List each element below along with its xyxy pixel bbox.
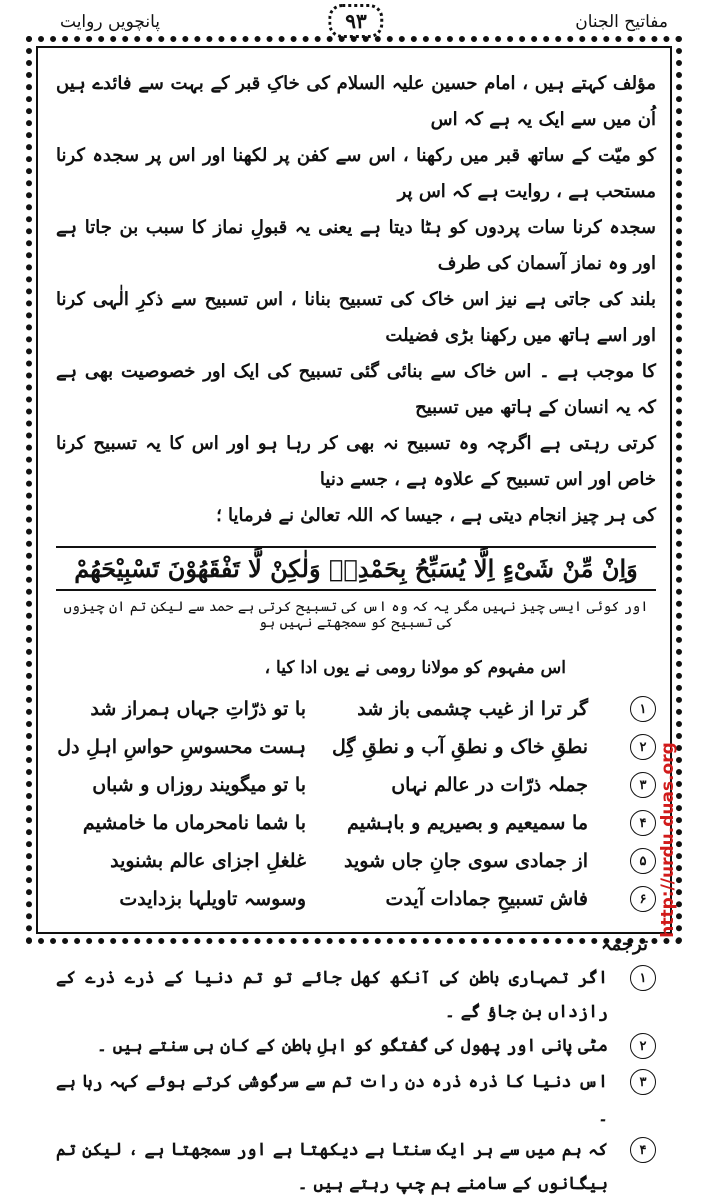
poem-couplet bbox=[56, 804, 656, 842]
number-badge: ۱ bbox=[630, 696, 656, 722]
header-book-title: مفاتیح الجنان bbox=[575, 12, 668, 32]
watermark-text: http://urdu.duas.org bbox=[658, 742, 678, 938]
paragraph-line: کا موجب ہے ۔ اس خاک سے بنائی گئی تسبیح کی ایک اور خصوصیت بھی ہے کہ یہ انسان کے ہاتھ میں تسبیح bbox=[56, 361, 656, 418]
translation-item bbox=[56, 1133, 656, 1201]
paragraph-line: مؤلف کہتے ہیں ، امام حسین علیہ السلام کی خاکِ قبر کے بہت سے فائدے ہیں اُن میں سے ایک یہ ہے کہ اس bbox=[56, 73, 656, 130]
number-badge: ۵ bbox=[630, 848, 656, 874]
couplet-second-line: ہست محسوسِ حواسِ اہلِ دل bbox=[57, 736, 306, 758]
header-section-title: پانچویں روایت bbox=[60, 12, 161, 32]
paragraph-line: کرتی رہتی ہے اگرچہ وہ تسبیح نہ بھی کر رہا ہو اور اس کا یہ تسبیح کرنا خاص اور اس تسبیح کے علاوہ ہے ، جسے دنیا bbox=[56, 433, 656, 490]
paragraph-line: بلند کی جاتی ہے نیز اس خاک کی تسبیح بنانا ، اس تسبیح سے ذکرِ الٰہی کرنا اور اسے ہاتھ میں رکھنا بڑی فضیلت bbox=[56, 289, 656, 346]
translation-text: کہ ہم میں سے ہر ایک سنتا ہے دیکھتا ہے اور سمجھتا ہے ، لیکن تم بیگانوں کے سامنے ہم چپ رہتے ہیں ۔ bbox=[56, 1140, 608, 1194]
poem-intro: اس مفہوم کو مولانا رومی نے یوں ادا کیا ، bbox=[264, 658, 566, 678]
couplet-first-line: از جمادی سوی جانِ جاں شوید bbox=[344, 850, 588, 872]
couplet-first-line: فاش تسبیحِ جمادات آیدت bbox=[385, 888, 588, 910]
number-badge: ۴ bbox=[630, 1137, 656, 1163]
translation-text: اگر تمہاری باطن کی آنکھ کھل جائے تو تم دنیا کے ذرے ذرے کے رازداں بن جاؤ گے ۔ bbox=[56, 968, 608, 1022]
translation-list bbox=[56, 961, 656, 1201]
poem-couplet bbox=[56, 766, 656, 804]
number-badge: ۲ bbox=[630, 1033, 656, 1059]
paragraph-line: کو میّت کے ساتھ قبر میں رکھنا ، اس سے کفن پر لکھنا اور اس پر سجدہ کرنا مستحب ہے ، روایت ہے کہ اس پر bbox=[56, 145, 656, 202]
translation-text: مٹی پانی اور پھول کی گفتگو کو اہلِ باطن کے کان ہی سنتے ہیں ۔ bbox=[96, 1036, 608, 1056]
couplet-second-line: غلغلِ اجزای عالم بشنوید bbox=[110, 850, 306, 872]
number-badge: ۲ bbox=[630, 734, 656, 760]
paragraph-line: سجدہ کرنا سات پردوں کو ہٹا دیتا ہے یعنی یہ قبولِ نماز کا سبب بن جاتا ہے اور وہ نماز آسمان کی طرف bbox=[56, 217, 656, 274]
number-badge: ۶ bbox=[630, 886, 656, 912]
poem-couplet bbox=[56, 880, 656, 918]
page-content bbox=[56, 66, 656, 1201]
poem bbox=[56, 690, 656, 918]
paragraph-line: کی ہر چیز انجام دیتی ہے ، جیسا کہ اللہ تعالیٰ نے فرمایا ؛ bbox=[216, 505, 656, 526]
verse-translation: اور کوئی ایسی چیز نہیں مگر یہ کہ وہ اس کی تسبیح کرتی ہے حمد سے لیکن تم ان چیزوں کی تسبیح کو سمجھتے نہیں ہو bbox=[63, 599, 649, 631]
couplet-second-line: با تو ذرّاتِ جہاں ہمراز شد bbox=[90, 698, 306, 720]
couplet-first-line: جملہ ذرّات در عالم نہاں bbox=[391, 774, 588, 796]
number-badge: ۳ bbox=[630, 772, 656, 798]
translation-heading: ترجمہ bbox=[600, 934, 648, 955]
poem-couplet bbox=[56, 728, 656, 766]
couplet-first-line: ما سمیعیم و بصیریم و باہشیم bbox=[346, 812, 588, 834]
intro-paragraph bbox=[56, 66, 656, 534]
couplet-first-line: نطقِ خاک و نطقِ آب و نطقِ گِل bbox=[332, 736, 588, 758]
website-watermark bbox=[656, 740, 680, 940]
page-header bbox=[32, 4, 680, 38]
couplet-second-line: وسوسہ تاویلہا بزدایدت bbox=[119, 888, 306, 910]
quran-verse: وَاِنْ مِّنْ شَیْءٍ اِلَّا یُسَبِّحُ بِحَمْدِهٖ وَلٰكِنْ لَّا تَفْقَهُوْنَ تَسْبِیْحَهُمْ bbox=[56, 546, 656, 591]
couplet-first-line: گر ترا از غیب چشمی باز شد bbox=[357, 698, 588, 720]
translation-item bbox=[56, 1029, 656, 1065]
couplet-second-line: با شما نامحرماں ما خامشیم bbox=[82, 812, 306, 834]
poem-couplet bbox=[56, 690, 656, 728]
translation-item bbox=[56, 961, 656, 1029]
number-badge: ۴ bbox=[630, 810, 656, 836]
poem-couplet bbox=[56, 842, 656, 880]
page-number: ۹۳ bbox=[328, 4, 383, 38]
number-badge: ۳ bbox=[630, 1069, 656, 1095]
couplet-second-line: با تو میگویند روزاں و شباں bbox=[92, 774, 306, 796]
translation-text: اس دنیا کا ذرہ ذرہ دن رات تم سے سرگوشی کرتے ہوئے کہہ رہا ہے ۔ bbox=[56, 1072, 608, 1126]
translation-item bbox=[56, 1065, 656, 1133]
number-badge: ۱ bbox=[630, 965, 656, 991]
